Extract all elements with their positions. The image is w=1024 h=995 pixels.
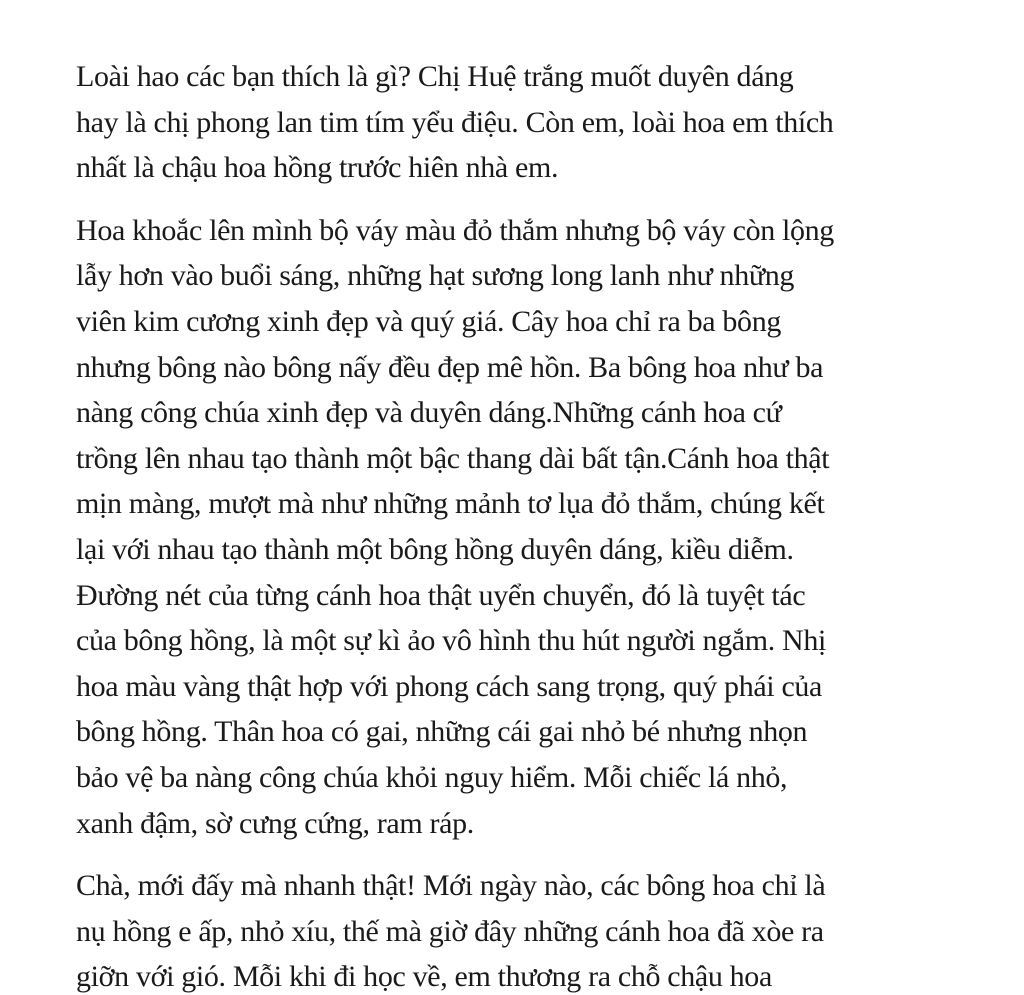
document-text xyxy=(76,54,1006,995)
text-line: bông hồng. Thân hoa có gai, những cái gai nhỏ bé nhưng nhọn xyxy=(76,715,808,749)
text-line: Loài hao các bạn thích là gì? Chị Huệ trắng muốt duyên dáng xyxy=(76,60,794,93)
text-line: Chà, mới đấy mà nhanh thật! Mới ngày nào, các bông hoa chỉ là xyxy=(76,869,826,903)
text-line: Đường nét của từng cánh hoa thật uyển chuyển, đó là tuyệt tác xyxy=(76,578,806,612)
paragraph-1 xyxy=(76,54,1006,191)
text-line: hay là chị phong lan tim tím yểu điệu. Còn em, loài hoa em thích xyxy=(76,105,834,139)
text-line: giỡn với gió. Mỗi khi đi học về, em thương ra chỗ chậu hoa xyxy=(76,960,772,994)
text-line: hoa màu vàng thật hợp với phong cách sang trọng, quý phái của xyxy=(76,669,823,703)
text-line: viên kim cương xinh đẹp và quý giá. Cây hoa chỉ ra ba bông xyxy=(76,304,781,338)
text-line: Hoa khoắc lên mình bộ váy màu đỏ thắm nhưng bộ váy còn lộng xyxy=(76,213,834,247)
text-line: lẫy hơn vào buổi sáng, những hạt sương long lanh như những xyxy=(76,259,795,293)
text-line: nàng công chúa xinh đẹp và duyên dáng.Những cánh hoa cứ xyxy=(76,396,782,430)
text-line: xanh đậm, sờ cưng cứng, ram ráp. xyxy=(76,806,474,840)
text-line: nhưng bông nào bông nấy đều đẹp mê hồn. Ba bông hoa như ba xyxy=(76,350,824,384)
paragraph-3 xyxy=(76,863,1006,995)
text-line: mịn màng, mượt mà như những mảnh tơ lụa đỏ thắm, chúng kết xyxy=(76,487,825,521)
text-line: của bông hồng, là một sự kì ảo vô hình thu hút người ngắm. Nhị xyxy=(76,624,826,658)
text-line: lại với nhau tạo thành một bông hồng duyên dáng, kiều diễm. xyxy=(76,532,794,566)
text-line: nhất là chậu hoa hồng trước hiên nhà em. xyxy=(76,151,559,185)
text-line: trồng lên nhau tạo thành một bậc thang dài bất tận.Cánh hoa thật xyxy=(76,441,830,475)
text-line: bảo vệ ba nàng công chúa khỏi nguy hiểm. Mỗi chiếc lá nhỏ, xyxy=(76,760,788,794)
paragraph-2 xyxy=(76,208,1006,846)
text-line: nụ hồng e ấp, nhỏ xíu, thế mà giờ đây những cánh hoa đã xòe ra xyxy=(76,914,824,948)
